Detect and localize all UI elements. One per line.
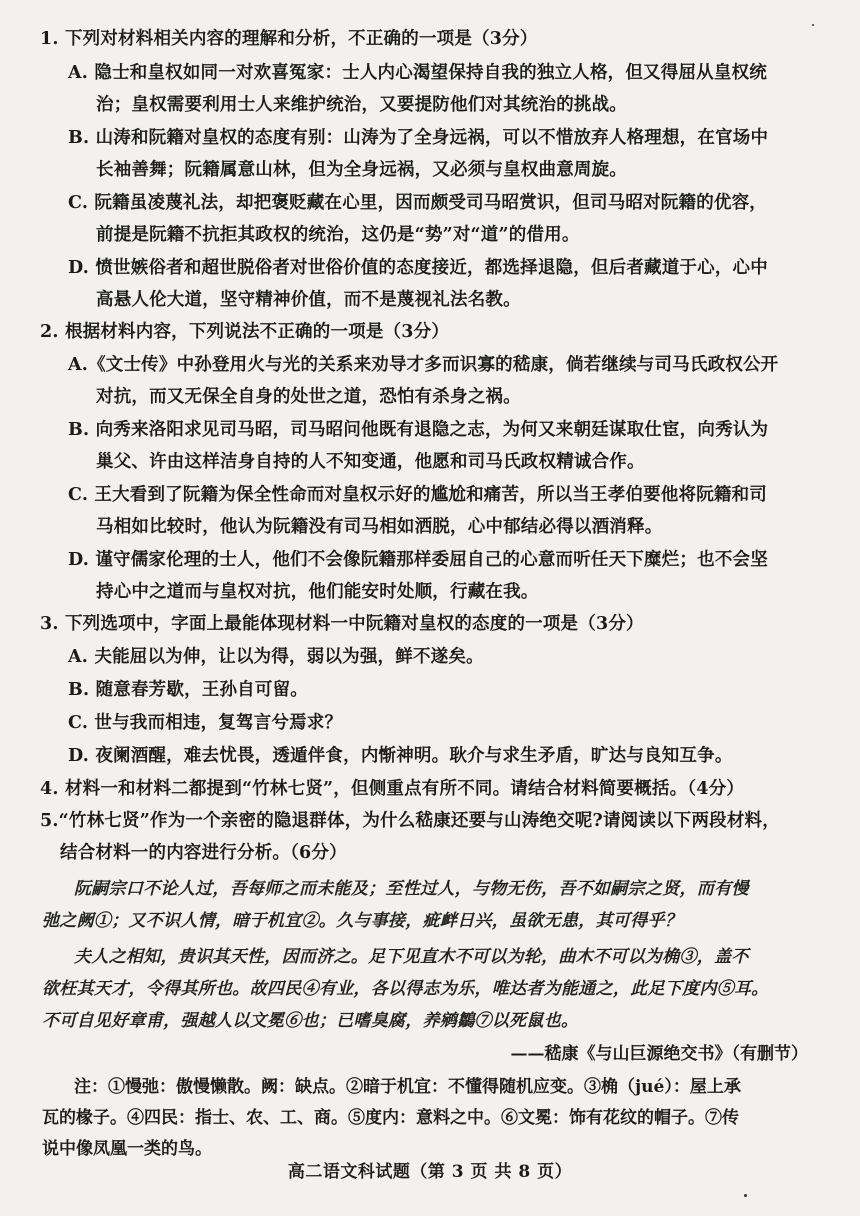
q3-stem: 3. 下列选项中，字面上最能体现材料一中阮籍对皇权的态度的一项是（3分） xyxy=(40,614,644,634)
q5-source: ——嵇康《与山巨源绝交书》（有删节） xyxy=(510,1044,808,1064)
q5-passage2-line2: 欲枉其天才，令得其所也。故四民④有业，各以得志为乐，唯达者为能通之，此足下度内⑤耳。 xyxy=(42,979,769,999)
q5-stem-line2: 结合材料一的内容进行分析。（6分） xyxy=(60,843,347,863)
page-footer: 高二语文科试题（第 3 页 共 8 页） xyxy=(287,1162,573,1182)
q1-option-c-line2: 前提是阮籍不抗拒其政权的统治，这仍是“势”对“道”的借用。 xyxy=(96,225,580,245)
q1-option-c-line1: C. 阮籍虽凌蔑礼法，却把褒贬藏在心里，因而颇受司马昭赏识，但司马昭对阮籍的优容， xyxy=(68,193,768,213)
q3-option-a: A. 夫能屈以为伸，让以为得，弱以为强，鲜不遂矣。 xyxy=(68,647,484,667)
q1-option-a-line2: 治；皇权需要利用士人来维护统治，又要提防他们对其统治的挑战。 xyxy=(96,95,627,115)
q2-option-d-line1: D. 谨守儒家伦理的士人，他们不会像阮籍那样委屈自己的心意而听任天下糜烂；也不会坚 xyxy=(68,550,768,570)
q3-option-b: B. 随意春芳歇，王孙自可留。 xyxy=(68,680,308,700)
scan-speck xyxy=(812,24,814,26)
q1-option-b-line2: 长袖善舞；阮籍属意山林，但为全身远祸，又必须与皇权曲意周旋。 xyxy=(96,160,627,180)
q1-option-b-line1: B. 山涛和阮籍对皇权的态度有别：山涛为了全身远祸，可以不惜放弃人格理想，在官场中 xyxy=(68,128,769,148)
q5-notes-line2: 瓦的椽子。④四民：指士、农、工、商。⑤度内：意料之中。⑥文冕：饰有花纹的帽子。⑦传 xyxy=(42,1108,739,1128)
q3-option-c: C. 世与我而相违，复驾言兮焉求？ xyxy=(68,713,343,733)
q5-passage1-line1: 阮嗣宗口不论人过，吾每师之而未能及；至性过人，与物无伤，吾不如嗣宗之贤，而有慢 xyxy=(74,879,749,899)
scan-speck xyxy=(744,1194,747,1197)
q2-option-c-line2: 马相如比较时，他认为阮籍没有司马相如洒脱，心中郁结必得以酒消释。 xyxy=(96,517,663,537)
q1-option-d-line2: 高悬人伦大道，坚守精神价值，而不是蔑视礼法名教。 xyxy=(96,290,521,310)
q2-option-a-line2: 对抗，而又无保全自身的处世之道，恐怕有杀身之祸。 xyxy=(96,387,521,407)
q1-stem: 1. 下列对材料相关内容的理解和分析，不正确的一项是（3分） xyxy=(40,29,538,49)
q2-option-b-line2: 巢父、许由这样洁身自持的人不知变通，他愿和司马氏政权精诚合作。 xyxy=(96,452,645,472)
q5-passage1-line2: 弛之阙①；又不识人情，暗于机宜②。久与事接，疵衅日兴，虽欲无患，其可得乎？ xyxy=(42,911,683,931)
q2-option-a-line1: A.《文士传》中孙登用火与光的关系来劝导才多而识寡的嵇康，倘若继续与司马氏政权公开 xyxy=(68,355,779,375)
q5-passage2-line3: 不可自见好章甫，强越人以文冕⑥也；已嗜臭腐，养鹓鶵⑦以死鼠也。 xyxy=(42,1011,579,1031)
q2-option-d-line2: 持心中之道而与皇权对抗，他们能安时处顺，行藏在我。 xyxy=(96,582,539,602)
q1-option-d-line1: D. 愤世嫉俗者和超世脱俗者对世俗价值的态度接近，都选择退隐，但后者藏道于心，心中 xyxy=(68,258,768,278)
q2-option-b-line1: B. 向秀来洛阳求见司马昭，司马昭问他既有退隐之志，为何又来朝廷谋取仕宦，向秀认为 xyxy=(68,420,769,440)
q4-stem: 4. 材料一和材料二都提到“竹林七贤”，但侧重点有所不同。请结合材料简要概括。（4分） xyxy=(40,779,745,799)
q2-option-c-line1: C. 王大看到了阮籍为保全性命而对皇权示好的尴尬和痛苦，所以当王孝伯要他将阮籍和司 xyxy=(68,485,768,505)
q5-notes-line3: 说中像凤凰一类的鸟。 xyxy=(42,1139,212,1159)
q5-stem-line1: 5.“竹林七贤”作为一个亲密的隐退群体，为什么嵇康还要与山涛绝交呢?请阅读以下两段材料， xyxy=(40,811,780,831)
q2-stem: 2. 根据材料内容，下列说法不正确的一项是（3分） xyxy=(40,322,450,342)
q3-option-d: D. 夜阑酒醒，难去忧畏，透遁伴食，内惭神明。耿介与求生矛盾，旷达与良知互争。 xyxy=(68,746,733,766)
q1-option-a-line1: A. 隐士和皇权如同一对欢喜冤家：士人内心渴望保持自我的独立人格，但又得屈从皇权统 xyxy=(68,63,767,83)
q5-passage2-line1: 夫人之相知，贵识其天性，因而济之。足下见直木不可以为轮，曲木不可以为桷③，盖不 xyxy=(74,947,749,967)
q5-notes-line1: 注：①慢弛：傲慢懒散。阙：缺点。②暗于机宜：不懂得随机应变。③桷（jué）：屋上承 xyxy=(74,1077,741,1097)
